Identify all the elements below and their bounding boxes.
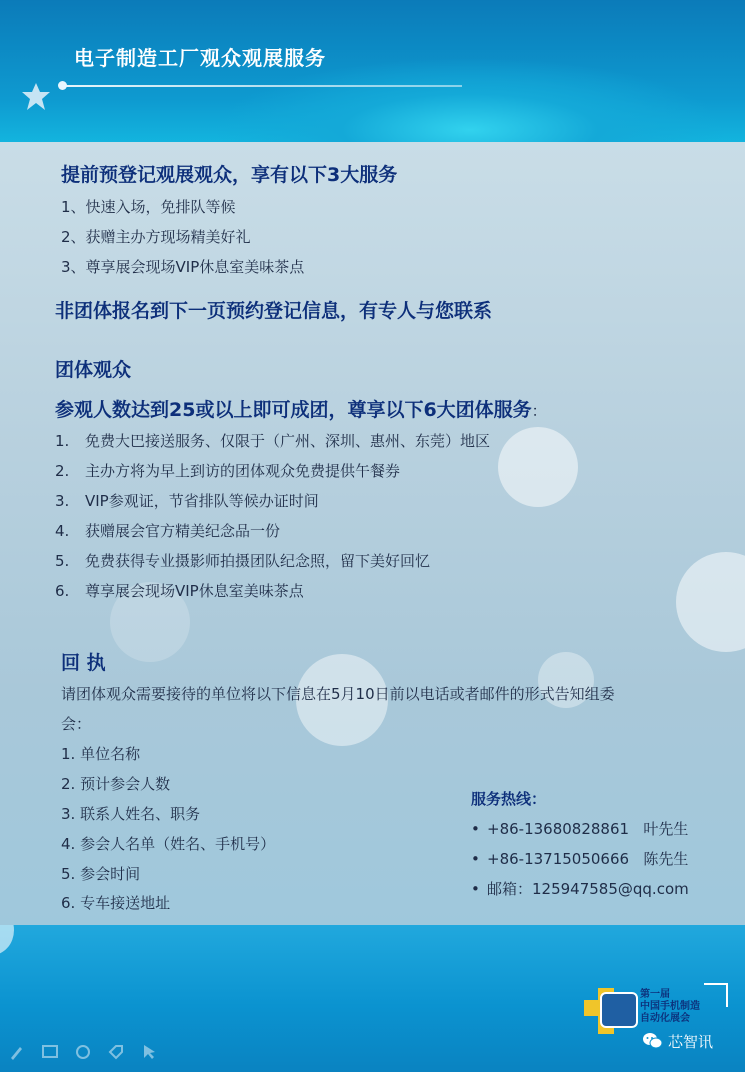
hotline-item — [471, 848, 688, 869]
group-title: 团体观众 — [55, 359, 132, 381]
brand-name: 芯智讯 — [668, 1033, 714, 1051]
hotline-item — [471, 818, 688, 839]
group-subtitle: 参观人数达到25或以上即可成团，尊享以下6大团体服务 — [55, 399, 532, 421]
group-service-item — [55, 430, 490, 451]
item-number: 2. — [55, 462, 70, 480]
pre-registration-title: 提前预登记观展观众，享有以下3大服务 — [61, 164, 398, 186]
reply-item: 1. 单位名称 — [61, 745, 141, 763]
group-subtitle-colon: ： — [531, 402, 547, 420]
eraser-icon[interactable] — [74, 1043, 92, 1065]
slide-toolbar — [8, 1043, 168, 1065]
item-number: 6. — [55, 582, 70, 600]
reply-item: 2. 预计参会人数 — [61, 775, 171, 793]
logo-line1: 第一届 — [640, 989, 670, 1000]
pointer-icon[interactable] — [140, 1043, 158, 1065]
group-service-item — [55, 520, 280, 541]
group-service-item — [55, 550, 430, 571]
group-service-item — [55, 460, 400, 481]
item-number: 3. — [55, 492, 70, 510]
item-number: 5. — [55, 552, 70, 570]
group-service-item — [55, 580, 304, 601]
title-underline — [62, 85, 462, 87]
header-banner — [0, 0, 745, 142]
decor-bubble — [498, 427, 578, 507]
reply-item: 3. 联系人姓名、职务 — [61, 805, 201, 823]
decor-bubble — [0, 925, 14, 955]
item-text: 免费大巴接送服务、仅限于（广州、深圳、惠州、东莞）地区 — [85, 432, 491, 450]
non-group-notice: 非团体报名到下一页预约登记信息，有专人与您联系 — [55, 300, 493, 322]
item-text: 尊享展会现场VIP休息室美味茶点 — [85, 582, 304, 600]
hotline-email: 邮箱：125947585@qq.com — [487, 880, 689, 898]
reply-item: 4. 参会人名单（姓名、手机号） — [61, 835, 276, 853]
item-text: 获赠展会官方精美纪念品一份 — [85, 522, 281, 540]
page-title: 电子制造工厂观众观展服务 — [74, 46, 326, 70]
logo-phone-badge — [600, 992, 638, 1028]
pre-service-item: 2、获赠主办方现场精美好礼 — [61, 228, 251, 246]
hotline-item — [471, 878, 689, 899]
star-icon — [20, 82, 52, 114]
reply-intro-cont: 会： — [61, 715, 92, 733]
logo-line3: 自动化展会 — [640, 1013, 690, 1024]
item-text: 免费获得专业摄影师拍摄团队纪念照，留下美好回忆 — [85, 552, 431, 570]
hotline-phone: +86-13715050666 陈先生 — [487, 850, 689, 868]
bullet: • — [471, 820, 480, 838]
reply-intro: 请团体观众需要接待的单位将以下信息在5月10日前以电话或者邮件的形式告知组委 — [61, 685, 615, 703]
hotline-phone: +86-13680828861 叶先生 — [487, 820, 689, 838]
reply-title: 回 执 — [61, 652, 106, 674]
reply-item: 5. 参会时间 — [61, 865, 141, 883]
decor-bubble — [676, 552, 745, 652]
bullet: • — [471, 880, 480, 898]
pre-service-item: 1、快速入场，免排队等候 — [61, 198, 236, 216]
pre-service-item: 3、尊享展会现场VIP休息室美味茶点 — [61, 258, 305, 276]
screen-icon[interactable] — [41, 1043, 59, 1065]
logo-frame-corner — [704, 983, 728, 1007]
reply-item: 6. 专车接送地址 — [61, 894, 171, 912]
underline-dot — [58, 81, 67, 90]
tag-icon[interactable] — [107, 1043, 125, 1065]
item-text: VIP参观证，节省排队等候办证时间 — [85, 492, 319, 510]
item-text: 主办方将为早上到访的团体观众免费提供午餐券 — [85, 462, 401, 480]
logo-line2: 中国手机制造 — [640, 1001, 700, 1012]
bullet: • — [471, 850, 480, 868]
group-subtitle-line — [55, 395, 547, 422]
group-service-item — [55, 490, 319, 511]
pen-icon[interactable] — [8, 1043, 26, 1065]
item-number: 4. — [55, 522, 70, 540]
item-number: 1. — [55, 432, 70, 450]
wechat-icon — [642, 1031, 664, 1051]
hotline-title: 服务热线： — [471, 790, 547, 808]
